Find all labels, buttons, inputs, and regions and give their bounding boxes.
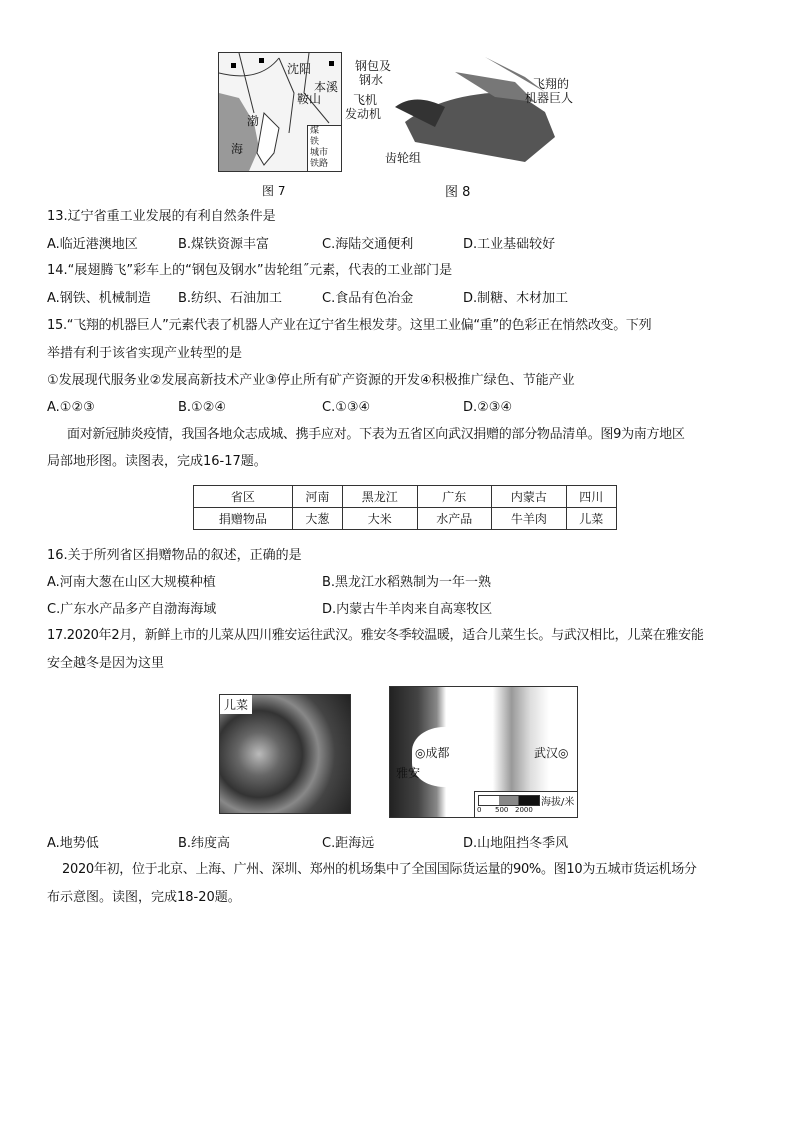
q15-option-c: C.①③④ [322,400,371,415]
table-cell: 四川 [566,486,616,508]
paragraph-18-20-line1: 2020年初，位于北京、上海、广州、深圳、郑州的机场集中了全国国际货运量的90%。图10为五城市货运机场分 [62,862,697,877]
q13-option-a: A.临近港澳地区 [47,237,138,252]
q14-option-b: B.纺织、石油加工 [178,291,283,306]
legend-coal: 煤 [310,126,320,136]
figure-8-image [345,52,585,172]
q17-option-d: D.山地阻挡冬季风 [463,836,569,851]
label-shenyang: 沈阳 [287,62,312,76]
table-cell: 省区 [194,486,293,508]
q16-option-d: D.内蒙古牛羊肉来自高寒牧区 [322,602,493,617]
figure-7-map [218,52,342,172]
q17-stem-line2: 安全越冬是因为这里 [47,656,165,671]
q13-stem: 13.辽宁省重工业发展的有利自然条件是 [47,209,276,224]
q15-option-d: D.②③④ [463,400,513,415]
q13-option-d: D.工业基础较好 [463,237,556,252]
legend-city: 城市 [310,148,329,158]
q14-option-d: D.制糖、木材加工 [463,291,569,306]
terrain-map [389,686,578,818]
label-bo: 渤 [247,114,260,128]
q13-option-c: C.海陆交通便利 [322,237,414,252]
q16-option-a: A.河南大葱在山区大规模种植 [47,575,216,590]
figure-7-caption: 图 7 [262,184,286,198]
q14-option-c: C.食品有色冶金 [322,291,414,306]
table-cell: 广东 [417,486,492,508]
q15-stem-line2: 举措有利于该省实现产业转型的是 [47,346,243,361]
q13-option-b: B.煤铁资源丰富 [178,237,270,252]
label-gear: 齿轮组 [385,151,422,165]
q15-option-b: B.①②④ [178,400,227,415]
legend-tick: 0 [477,806,482,814]
table-cell: 内蒙古 [492,486,567,508]
erCai-photo [219,694,351,814]
table-cell: 捐赠物品 [194,508,293,530]
table-cell: 儿菜 [566,508,616,530]
label-molten-steel: 钢水 [359,73,384,87]
q17-option-a: A.地势低 [47,836,99,851]
q17-option-b: B.纬度高 [178,836,231,851]
q16-option-b: B.黑龙江水稻熟制为一年一熟 [322,575,492,590]
table-row [194,508,617,530]
table-cell: 大米 [343,508,418,530]
label-robot-giant: 机器巨人 [525,91,574,105]
paragraph-16-17-line2: 局部地形图。读图表，完成16-17题。 [47,454,267,469]
label-engine: 发动机 [345,107,382,121]
legend-tick: 500 [495,806,509,814]
label-anshan: 鞍山 [297,92,322,106]
q16-option-c: C.广东水产品多产自渤海海域 [47,602,217,617]
photo-label: 儿菜 [220,695,252,714]
table-cell: 黑龙江 [343,486,418,508]
table-cell: 河南 [292,486,342,508]
paragraph-16-17-line1: 面对新冠肺炎疫情，我国各地众志成城、携手应对。下表为五省区向武汉捐赠的部分物品清单。图9为南方地区 [67,427,685,442]
map-legend [307,125,342,172]
q14-option-a: A.钢铁、机械制造 [47,291,151,306]
legend-tick: 2000 [515,806,533,814]
table-cell: 牛羊肉 [492,508,567,530]
q17-option-c: C.距海远 [322,836,375,851]
q14-stem: 14.“展翅腾飞”彩车上的“钢包及钢水”齿轮组˝元素，代表的工业部门是 [47,263,453,278]
paragraph-18-20-line2: 布示意图。读图，完成18-20题。 [47,890,241,905]
legend-railway: 铁路 [310,159,329,169]
q15-items: ①发展现代服务业②发展高新技术产业③停止所有矿产资源的开发④积极推广绿色、节能产业 [47,373,575,388]
table-header-row [194,486,617,508]
label-chengdu: ◎成都 [415,746,450,760]
label-wuhan: 武汉◎ [534,746,569,760]
legend-title: 海拔/米 [541,797,575,808]
table-cell: 水产品 [417,508,492,530]
q15-option-a: A.①②③ [47,400,95,415]
legend-iron: 铁 [310,137,320,147]
label-yaan: 雅安 [396,766,421,780]
label-benxi: 本溪 [314,80,339,94]
label-ladle: 钢包及 [355,59,392,73]
q17-stem-line1: 17.2020年2月，新鲜上市的儿菜从四川雅安运往武汉。雅安冬季较温暖，适合儿菜生长。与武汉相比，儿菜在雅安能 [47,628,704,643]
figure-8-caption: 图 8 [445,185,471,200]
donation-table [193,485,617,530]
label-aircraft: 飞机 [353,93,378,107]
q16-stem: 16.关于所列省区捐赠物品的叙述，正确的是 [47,548,302,563]
q15-stem-line1: 15.“飞翔的机器巨人”元素代表了机器人产业在辽宁省生根发芽。这里工业偏“重”的色彩正在悄然改变。下列 [47,318,652,333]
label-flying: 飞翔的 [533,77,570,91]
table-cell: 大葱 [292,508,342,530]
elevation-legend [474,791,578,818]
label-hai: 海 [231,142,244,156]
